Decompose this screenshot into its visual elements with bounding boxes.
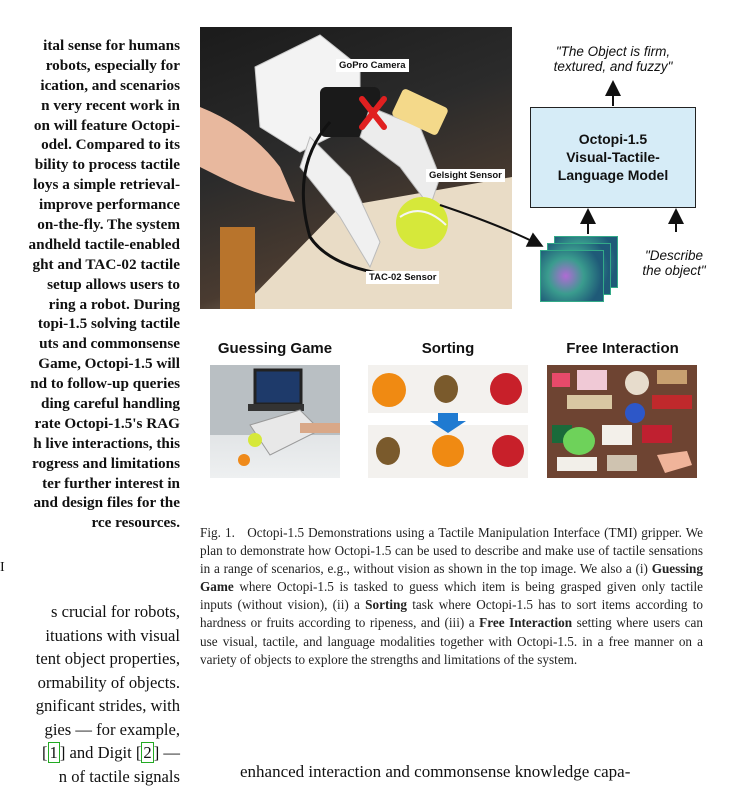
panel-title-free-interaction: Free Interaction	[545, 340, 700, 357]
abstract-line: ication, and scenarios	[0, 76, 180, 96]
abstract-line: rce resources.	[0, 513, 180, 533]
tac02-sensor-label: TAC-02 Sensor	[366, 271, 439, 284]
guessing-game-photo	[210, 365, 340, 478]
abstract-line: nd to follow-up queries	[0, 374, 180, 394]
free-interaction-photo	[547, 365, 697, 478]
model-line: Language Model	[531, 166, 695, 184]
right-body-line: enhanced interaction and commonsense knowledge capa-	[240, 762, 630, 782]
abstract-line: ter further interest in	[0, 474, 180, 494]
abstract-line: n very recent work in	[0, 96, 180, 116]
figure-caption	[200, 524, 703, 669]
panel-title-sorting: Sorting	[368, 340, 528, 357]
abstract-line: ital sense for humans	[0, 36, 180, 56]
caption-text: where Octopi-1.5 is tasked to guess which item is being grasped given only tactile inputs (without vision), (ii) a	[200, 579, 703, 612]
citation-link[interactable]: 2	[141, 742, 153, 763]
abstract-line: ght and TAC-02 tactile	[0, 255, 180, 275]
sorting-illustration	[368, 365, 528, 478]
body-line: n of tactile signals	[0, 765, 180, 788]
abstract-line: robots, especially for	[0, 56, 180, 76]
caption-emphasis: Free Interaction	[479, 615, 572, 630]
abstract-line: setup allows users to	[0, 275, 180, 295]
gopro-camera-label: GoPro Camera	[336, 59, 409, 72]
sensor-arrow	[440, 205, 540, 245]
body-line: ituations with visual	[0, 624, 180, 648]
model-name: Octopi-1.5	[531, 130, 695, 148]
body-line: gies — for example,	[0, 718, 180, 742]
abstract-line: on-the-fly. The system	[0, 215, 180, 235]
abstract-line: loys a simple retrieval-	[0, 175, 180, 195]
body-line: ormability of objects.	[0, 671, 180, 695]
abstract-line: ring a robot. During	[0, 295, 180, 315]
body-line: tent object properties,	[0, 647, 180, 671]
caption-emphasis: Guessing Game	[200, 561, 703, 594]
abstract-line: topi-1.5 solving tactile	[0, 314, 180, 334]
panel-title-guessing-game: Guessing Game	[200, 340, 350, 357]
abstract-line: ding careful handling	[0, 394, 180, 414]
guessing-game-illustration	[210, 365, 340, 478]
tactile-image	[540, 250, 604, 302]
body-line: s crucial for robots,	[0, 600, 180, 624]
output-quote: "The Object is firm, textured, and fuzzy"	[530, 44, 696, 74]
abstract-line: on will feature Octopi-	[0, 116, 180, 136]
citation-link[interactable]: 1	[48, 742, 60, 763]
caption-label: Fig. 1.	[200, 525, 235, 540]
abstract-line: rate Octopi-1.5's RAG	[0, 414, 180, 434]
caption-text: Octopi-1.5 Demonstrations using a Tactile Manipulation Interface (TMI) gripper. We plan to demonstrate how Octopi-1.5 can be used to describe and make use of tactile sensations in a range of scenarios, e.g., without vision as shown in the top image. We also a (i)	[200, 525, 703, 576]
abstract-line: and design files for the	[0, 493, 180, 513]
body-text: and Digit	[70, 743, 132, 762]
abstract-line: uts and commonsense	[0, 334, 180, 354]
caption-text: task where Octopi-1.5 has to sort items according to hardness or fruits according to ripeness, and (iii) a	[200, 597, 703, 630]
abstract-line: improve performance	[0, 195, 180, 215]
free-interaction-illustration	[547, 365, 697, 478]
abstract-line: odel. Compared to its	[0, 135, 180, 155]
abstract-line: Game, Octopi-1.5 will	[0, 354, 180, 374]
abstract-line: bility to process tactile	[0, 155, 180, 175]
model-line: Visual-Tactile-	[531, 148, 695, 166]
abstract-line: h live interactions, this	[0, 434, 180, 454]
model-box	[530, 107, 696, 208]
caption-emphasis: Sorting	[365, 597, 407, 612]
section-heading-fragment: I	[0, 560, 5, 576]
body-line-refs: [ 1 ] and Digit [ 2 ] —	[0, 741, 180, 765]
input-quote: "Describe the object"	[634, 248, 714, 278]
abstract-line: rogress and limitations	[0, 454, 180, 474]
body-line: gnificant strides, with	[0, 694, 180, 718]
abstract-line: andheld tactile-enabled	[0, 235, 180, 255]
body-text: —	[163, 743, 180, 762]
sorting-photo	[368, 365, 528, 478]
gelsight-sensor-label: Gelsight Sensor	[426, 169, 505, 182]
caption-text: setting where users can use visual, tactile, and language modalities together with Octopi-1.5. in a free manner on a variety of objects to explore the strengths and limitations of the system.	[200, 615, 703, 666]
